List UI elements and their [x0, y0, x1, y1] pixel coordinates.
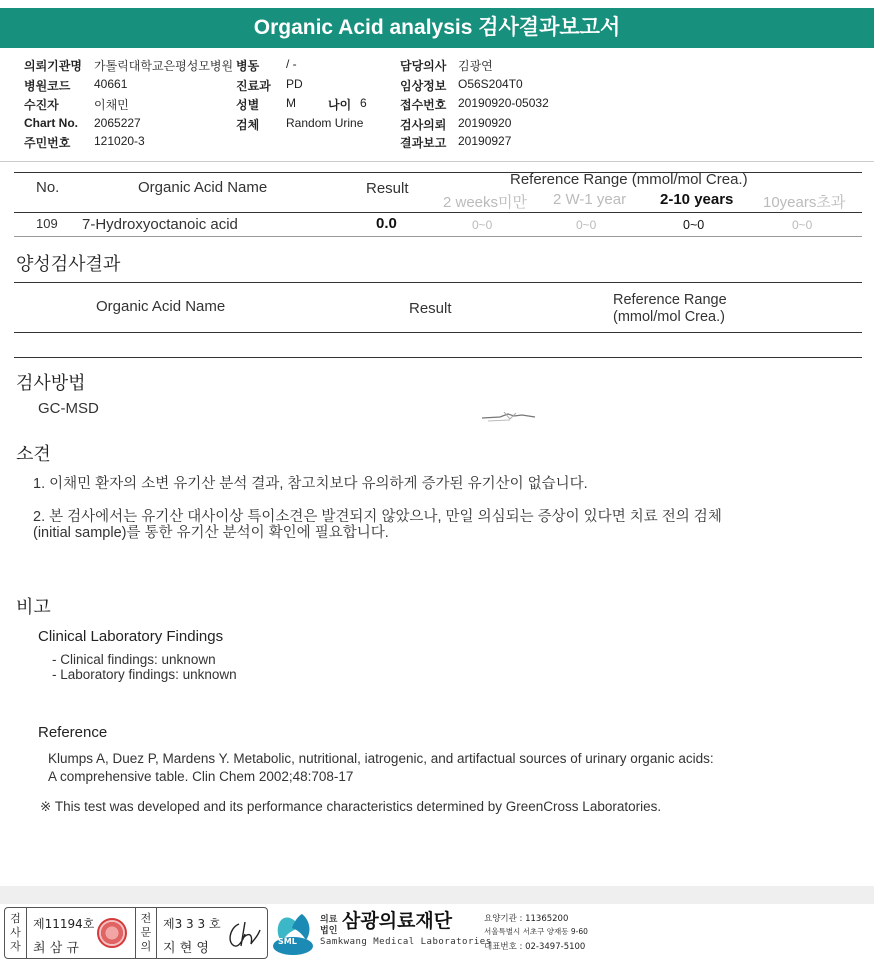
ref-col-2-10y: 2-10 years	[660, 191, 734, 208]
col-name-header: Organic Acid Name	[138, 179, 268, 196]
clinical-finding-1: - Clinical findings: unknown	[52, 652, 216, 667]
request-label: 검사의뢰	[400, 118, 447, 132]
examiner-seal	[97, 918, 127, 948]
footer-band	[0, 886, 874, 904]
institution-value: 가톨릭대학교은평성모병원	[94, 59, 234, 73]
receipt-label: 접수번호	[400, 98, 447, 112]
positive-bottom-rule	[14, 357, 862, 358]
ward-value: / -	[286, 57, 297, 71]
finding-item-2-line2: (initial sample)를 통한 유기산 분석이 확인에 필요합니다.	[33, 525, 389, 541]
row-range-2w-1y: 0~0	[576, 218, 597, 232]
clinical-finding-2: - Laboratory findings: unknown	[52, 667, 237, 682]
positive-col-ref-line1: Reference Range	[613, 292, 727, 308]
ref-col-2weeks: 2 weeks미만	[443, 194, 528, 211]
col-result-header: Result	[366, 180, 409, 197]
examiner-name: 최 삼 규	[33, 941, 79, 956]
chart-label: Chart No.	[24, 116, 78, 130]
specialist-label	[135, 908, 157, 958]
signature-box	[4, 907, 268, 959]
specimen-label: 검체	[236, 118, 260, 132]
positive-col-result: Result	[409, 300, 452, 317]
clinical-label: 임상정보	[400, 79, 447, 93]
positive-col-name: Organic Acid Name	[96, 298, 226, 315]
specialist-label-text: 전문의	[140, 912, 152, 953]
hospital-code-value: 40661	[94, 77, 128, 91]
receipt-value: 20190920-05032	[458, 96, 549, 110]
org-name: 삼광의료재단	[342, 910, 453, 932]
row-range-2weeks: 0~0	[472, 218, 493, 232]
report-title: Organic Acid analysis 검사결과보고서	[0, 8, 874, 48]
chart-value: 2065227	[94, 116, 141, 130]
org-prefix-line1: 의료	[320, 915, 338, 925]
org-phone: 대표번호 : 02-3497-5100	[484, 942, 586, 952]
report-date-label: 결과보고	[400, 136, 447, 150]
finding-item-1: 1. 이채민 환자의 소변 유기산 분석 결과, 참고치보다 유의하게 증가된 유기산이 없습니다.	[33, 476, 588, 492]
org-prefix-line2: 법인	[320, 926, 338, 936]
scan-artifact-mark	[480, 406, 540, 426]
disclaimer-note: ※ This test was developed and its performance characteristics determined by GreenCross Laboratories.	[40, 799, 662, 814]
patient-value: 이채민	[94, 98, 129, 112]
method-title: 검사방법	[16, 373, 86, 394]
positive-title: 양성검사결과	[16, 254, 121, 275]
reference-line-2: A comprehensive table. Clin Chem 2002;48:708-17	[48, 769, 354, 784]
examiner-label-text: 검사자	[10, 912, 21, 953]
reference-title: Reference	[38, 724, 108, 741]
doctor-value: 김광연	[458, 59, 493, 73]
row-name: 7-Hydroxyoctanoic acid	[82, 216, 238, 233]
report-date-value: 20190927	[458, 134, 512, 148]
request-value: 20190920	[458, 116, 512, 130]
specimen-value: Random Urine	[286, 116, 364, 130]
info-divider	[0, 161, 874, 162]
table-bottom-rule	[14, 236, 862, 237]
positive-header-rule	[14, 332, 862, 333]
patient-label: 수진자	[24, 98, 59, 112]
age-label: 나이	[328, 98, 352, 112]
dept-value: PD	[286, 77, 303, 91]
specialist-license: 제3 3 3 호	[163, 917, 221, 931]
examiner-license: 제11194호	[33, 917, 95, 931]
ref-col-2w-1y: 2 W-1 year	[553, 191, 627, 208]
positive-top-rule	[14, 282, 862, 283]
sex-label: 성별	[236, 98, 260, 112]
row-range-2-10y: 0~0	[683, 218, 705, 232]
row-result: 0.0	[376, 215, 397, 232]
clinical-value: O56S204T0	[458, 77, 523, 91]
remarks-title: 비고	[16, 597, 51, 618]
org-address: 서울특별시 서초구 양재동 9-60	[484, 927, 588, 936]
row-range-10y: 0~0	[792, 218, 813, 232]
reference-line-1: Klumps A, Duez P, Mardens Y. Metabolic, nutritional, iatrogenic, and artifactual sources of urinary organic acids:	[48, 751, 714, 766]
org-name-en: Samkwang Medical Laboratories	[320, 937, 492, 947]
age-value: 6	[360, 96, 367, 110]
sml-logo-text: SML	[278, 937, 297, 946]
sex-value: M	[286, 96, 296, 110]
findings-title: 소견	[16, 444, 51, 465]
examiner-label	[5, 908, 27, 958]
hospital-code-label: 병원코드	[24, 79, 71, 93]
institution-label: 의뢰기관명	[24, 59, 82, 73]
specialist-signature	[223, 916, 263, 952]
method-value: GC-MSD	[38, 400, 99, 417]
ref-col-10y: 10years초과	[763, 194, 846, 211]
org-code: 요양기관 : 11365200	[484, 914, 569, 924]
finding-item-2-line1: 2. 본 검사에서는 유기산 대사이상 특이소견은 발견되지 않았으나, 만일 의심되는 증상이 있다면 치료 전의 검체	[33, 509, 722, 525]
specialist-name: 지 현 영	[163, 941, 209, 956]
id-label: 주민번호	[24, 136, 71, 150]
table-header-rule	[14, 212, 862, 213]
row-no: 109	[36, 216, 58, 231]
col-ref-header: Reference Range (mmol/mol Crea.)	[510, 171, 748, 188]
clinical-findings-title: Clinical Laboratory Findings	[38, 628, 224, 645]
ward-label: 병동	[236, 59, 260, 73]
doctor-label: 담당의사	[400, 59, 447, 73]
col-no-header: No.	[36, 179, 60, 196]
positive-col-ref-line2: (mmol/mol Crea.)	[613, 309, 725, 325]
dept-label: 진료과	[236, 79, 271, 93]
id-value: 121020-3	[94, 134, 145, 148]
sml-logo-icon	[272, 910, 314, 956]
